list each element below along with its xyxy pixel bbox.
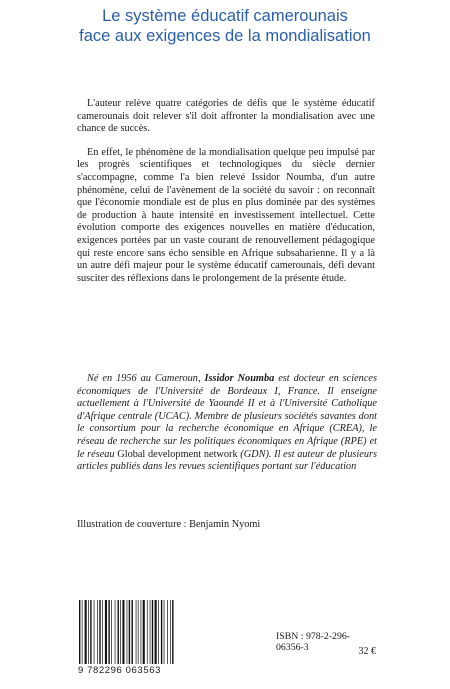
summary-text xyxy=(77,98,375,296)
summary-paragraph-2: En effet, le phénomène de la mondialisation quelque peu impulsé par les progrès scientifiques et technologiques du siècle dernier s'accompagne, comme l'a bien relevé Issidor Noumba, d'un autre phénomène, celui de l'avènement de la société du savoir : on reconnaît que l'économie mondiale est de plus en plus dominée par des systèmes de production à haute intensité en investissement intellectuel. Cette évolution comporte des exigences nouvelles en matière d'éducation, exigences portées par un vaste courant de renouvellement pédagogique qui reste encore sans écho sensible en Afrique subsaharienne. Il y a là un autre défi majeur pour le système éducatif camerounais, défi devant susciter des réflexions dans le prolongement de la présente étude. xyxy=(77,146,375,284)
title-line-2: face aux exigences de la mondialisation xyxy=(79,27,371,45)
summary-paragraph-1: L'auteur relève quatre catégories de défis que le système éducatif camerounais doit relever s'il doit affronter la mondialisation avec une chance de succès. xyxy=(77,98,375,135)
bio-intro: Né en 1956 au Cameroun, xyxy=(87,373,205,384)
price: 32 € xyxy=(358,646,376,657)
author-bio xyxy=(77,373,377,474)
barcode-digits: 9 782296 063563 xyxy=(78,665,161,676)
cover-illustration-credit: Illustration de couverture : Benjamin Nyomi xyxy=(77,519,261,530)
title-line-1: Le système éducatif camerounais xyxy=(102,7,348,25)
barcode-block xyxy=(78,600,176,676)
book-title xyxy=(0,6,450,46)
bio-paragraph xyxy=(77,373,377,474)
author-name: Issidor Noumba xyxy=(204,373,275,384)
bio-closing: (GDN). Il est auteur de plusieurs articles publiés dans les revues scientifiques portant sur l'éducation xyxy=(77,448,377,473)
isbn-number: ISBN : 978-2-296-06356-3 xyxy=(276,631,351,653)
barcode-icon xyxy=(78,600,176,664)
bio-network-name: Global development network xyxy=(117,448,238,460)
bio-body: est docteur en sciences économiques de l'Université de Bordeaux I, France. Il enseigne actuellement à l'Université de Yaoundé II et à l'Université Catholique d'Afrique centrale (UCAC). Membre de plusieurs sociétés savantes dont le consortium pour la recherche économique en Afrique (CREA), le réseau de recherche sur les politiques économiques en Afrique (RPE) et le réseau xyxy=(77,373,377,460)
